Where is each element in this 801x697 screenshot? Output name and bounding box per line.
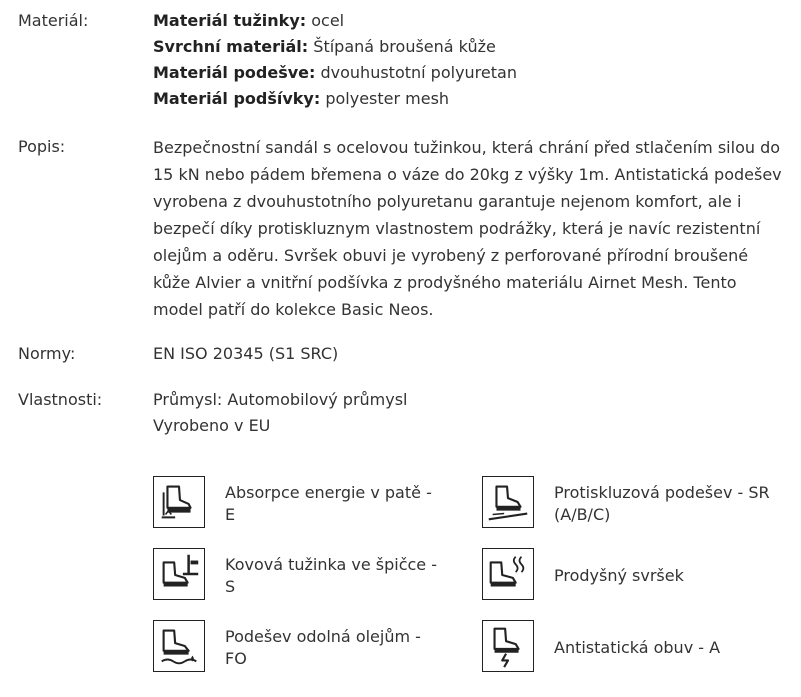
popis-line: model patří do kolekce Basic Neos.	[153, 300, 434, 319]
spec-value-normy: EN ISO 20345 (S1 SRC)	[153, 344, 339, 363]
material-line	[153, 34, 791, 60]
property-item	[482, 548, 782, 604]
property-text: Protiskluzová podešev - SR	[554, 483, 770, 502]
material-val: polyester mesh	[325, 89, 450, 108]
material-val: dvouhustotní polyuretan	[320, 63, 517, 82]
popis-line: bezpečí díky protiskluznym vlastnostem podrážky, která je navíc rezistentní	[153, 219, 761, 238]
property-label	[554, 482, 774, 526]
property-text: Absorpce energie v patě - E	[225, 483, 432, 524]
spec-label-normy: Normy:	[18, 344, 76, 363]
spec-label-vlastnosti: Vlastnosti:	[18, 390, 103, 409]
property-label	[225, 554, 445, 598]
property-item	[482, 476, 782, 532]
property-label	[554, 637, 774, 659]
property-text: Antistatická obuv - A	[554, 638, 721, 657]
property-text: (A/B/C)	[554, 505, 611, 524]
property-item	[153, 548, 453, 604]
property-label	[225, 626, 445, 670]
shoe-steel-toe-icon	[153, 548, 205, 600]
material-key: Svrchní materiál:	[153, 37, 309, 56]
spec-label-popis: Popis:	[18, 137, 66, 156]
vlastnosti-line: Vyrobeno v EU	[153, 416, 271, 435]
property-text: Podešev odolná olejům -	[225, 627, 421, 646]
material-val: ocel	[311, 11, 345, 30]
spec-value-popis	[153, 134, 791, 323]
material-line	[153, 60, 791, 86]
property-text: Prodyšný svršek	[554, 566, 684, 585]
shoe-antistatic-icon	[482, 620, 534, 672]
property-label	[554, 565, 774, 587]
material-key: Materiál podšívky:	[153, 89, 321, 108]
property-item	[153, 620, 453, 676]
shoe-slip-resistant-icon	[482, 476, 534, 528]
property-text: S	[225, 577, 236, 596]
spec-value-vlastnosti	[153, 387, 791, 439]
popis-line: vyrobena z dvouhustotního polyuretanu garantuje nejenom komfort, ale i	[153, 192, 742, 211]
material-key: Materiál podešve:	[153, 63, 316, 82]
spec-label-material: Materiál:	[18, 11, 89, 30]
material-key: Materiál tužinky:	[153, 11, 307, 30]
property-text: FO	[225, 649, 247, 668]
spec-value-material	[153, 8, 791, 112]
shoe-breathable-icon	[482, 548, 534, 600]
property-label	[225, 482, 445, 526]
shoe-oil-resistant-icon	[153, 620, 205, 672]
property-item	[482, 620, 782, 676]
property-item	[153, 476, 453, 532]
property-text: Kovová tužinka ve špičce -	[225, 555, 438, 574]
material-line	[153, 86, 791, 112]
material-line	[153, 8, 791, 34]
popis-line: 15 kN nebo pádem břemena o váze do 20kg z výšky 1m. Antistatická podešev	[153, 165, 782, 184]
popis-line: olejům a oděru. Svršek obuvi je vyrobený z perforované přírodní broušené	[153, 246, 749, 265]
popis-line: kůže Alvier a vnitřní podšívka z prodyšného materiálu Airnet Mesh. Tento	[153, 273, 737, 292]
vlastnosti-line: Průmysl: Automobilový průmysl	[153, 390, 408, 409]
popis-line: Bezpečnostní sandál s ocelovou tužinkou, která chrání před stlačením silou do	[153, 138, 781, 157]
shoe-heel-energy-icon	[153, 476, 205, 528]
material-val: Štípaná broušená kůže	[313, 37, 496, 56]
